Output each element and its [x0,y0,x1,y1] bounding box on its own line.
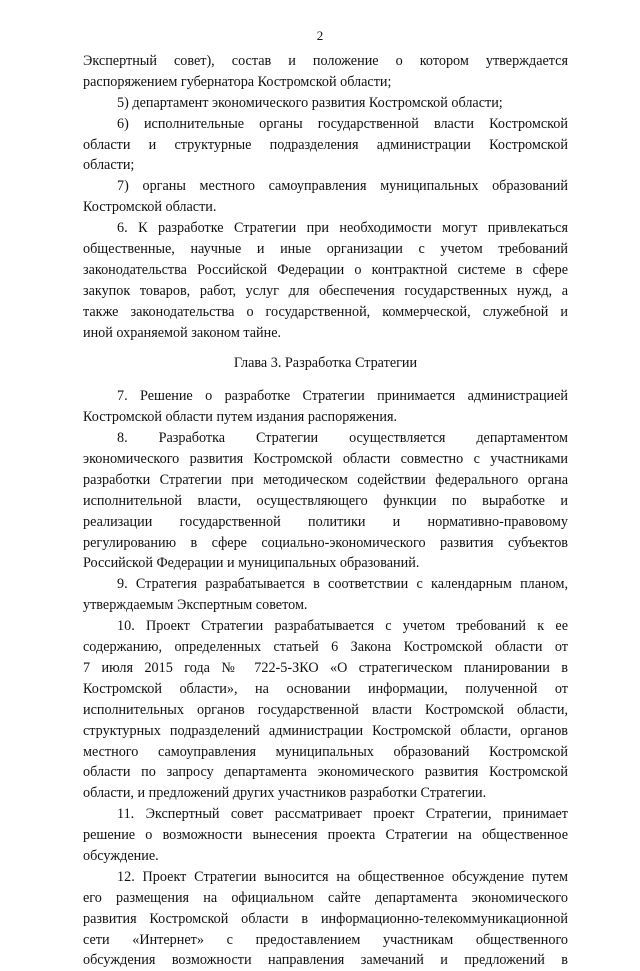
text-line: области, и предложений других участников разработки Стратегии. [83,785,487,802]
text-line: Экспертный совет), состав и положение о котором утверждается [83,53,568,69]
text-line: также законодательства о государственной, коммерческой, служебной и [83,303,568,320]
text-line: общественные, научные и иные организации с учетом требований [83,241,568,258]
text-line: законодательства Российской Федерации о контрактной системе в сфере [83,261,568,278]
text-line: утверждаемым Экспертным советом. [83,597,308,614]
list-item: 6) исполнительные органы государственной власти Костромской [117,115,568,132]
text-line: иной охраняемой законом тайне. [83,324,282,341]
text-line: Костромской области. [83,199,217,216]
text-line: местного самоуправления муниципальных образований Костромской [83,743,568,760]
text-line: разработки Стратегии при методическом содействии федерального органа [83,471,568,488]
text-line: Костромской области», на основании информации, полученной от [83,680,568,697]
paragraph-start: 11. Экспертный совет рассматривает проект Стратегии, принимает [117,806,568,823]
text-line: его размещения на официальном сайте департамента экономического [83,889,568,906]
text-line: Костромской области путем издания распоряжения. [83,409,398,426]
paragraph-start: 12. Проект Стратегии выносится на общественное обсуждение путем [117,868,568,885]
text-line: обсуждение. [83,847,159,864]
list-item: 5) департамент экономического развития Костромской области; [117,94,503,111]
paragraph-start: 6. К разработке Стратегии при необходимости могут привлекаться [117,220,568,237]
text-line: обсуждения возможности направления замечаний и предложений в [83,952,568,969]
text-line: 7 июля 2015 года № 722-5-ЗКО «О стратегическом планировании в [83,659,568,676]
text-line: содержанию, определенных статьей 6 Закона Костромской области от [83,639,568,656]
spacer [83,343,568,353]
text-line: закупок товаров, работ, услуг для обеспечения государственных нужд, а [83,282,568,299]
text-line: исполнительных органов государственной власти Костромской области, [83,701,568,718]
text-line: реализации государственной политики и нормативно-правовому [83,513,568,530]
text-line: решение о возможности вынесения проекта Стратегии на общественное [83,827,568,844]
paragraph-start: 7. Решение о разработке Стратегии принимается администрацией [117,388,568,405]
text-line: регулированию в сфере социально-экономического развития субъектов [83,534,568,551]
text-line: исполнительной власти, осуществляющего функции по выработке и [83,492,568,509]
document-body [83,51,568,971]
page-number: 2 [316,28,324,43]
text-line: экономического развития Костромской области совместно с участниками [83,451,568,468]
list-item: 7) органы местного самоуправления муниципальных образований [117,178,568,195]
text-line: развития Костромской области в информационно-телекоммуникационной [83,910,568,927]
chapter-heading: Глава 3. Разработка Стратегии [233,355,418,372]
spacer [83,374,568,386]
paragraph-start: 10. Проект Стратегии разрабатывается с учетом требований к ее [117,618,568,635]
text-line: распоряжением губернатора Костромской области; [83,73,392,90]
text-line: Российской Федерации и муниципальных образований. [83,555,420,572]
text-line: сети «Интернет» с предоставлением участникам общественного [83,931,568,948]
text-line: области и структурные подразделения администрации Костромской [83,136,568,153]
paragraph-start: 9. Стратегия разрабатывается в соответствии с календарным планом, [117,576,568,593]
text-line: области по запросу департамента экономического развития Костромской [83,764,568,781]
paragraph-start: 8. Разработка Стратегии осуществляется департаментом [117,430,568,447]
text-line: структурных подразделений администрации Костромской области, органов [83,722,568,739]
text-line: области; [83,157,135,174]
